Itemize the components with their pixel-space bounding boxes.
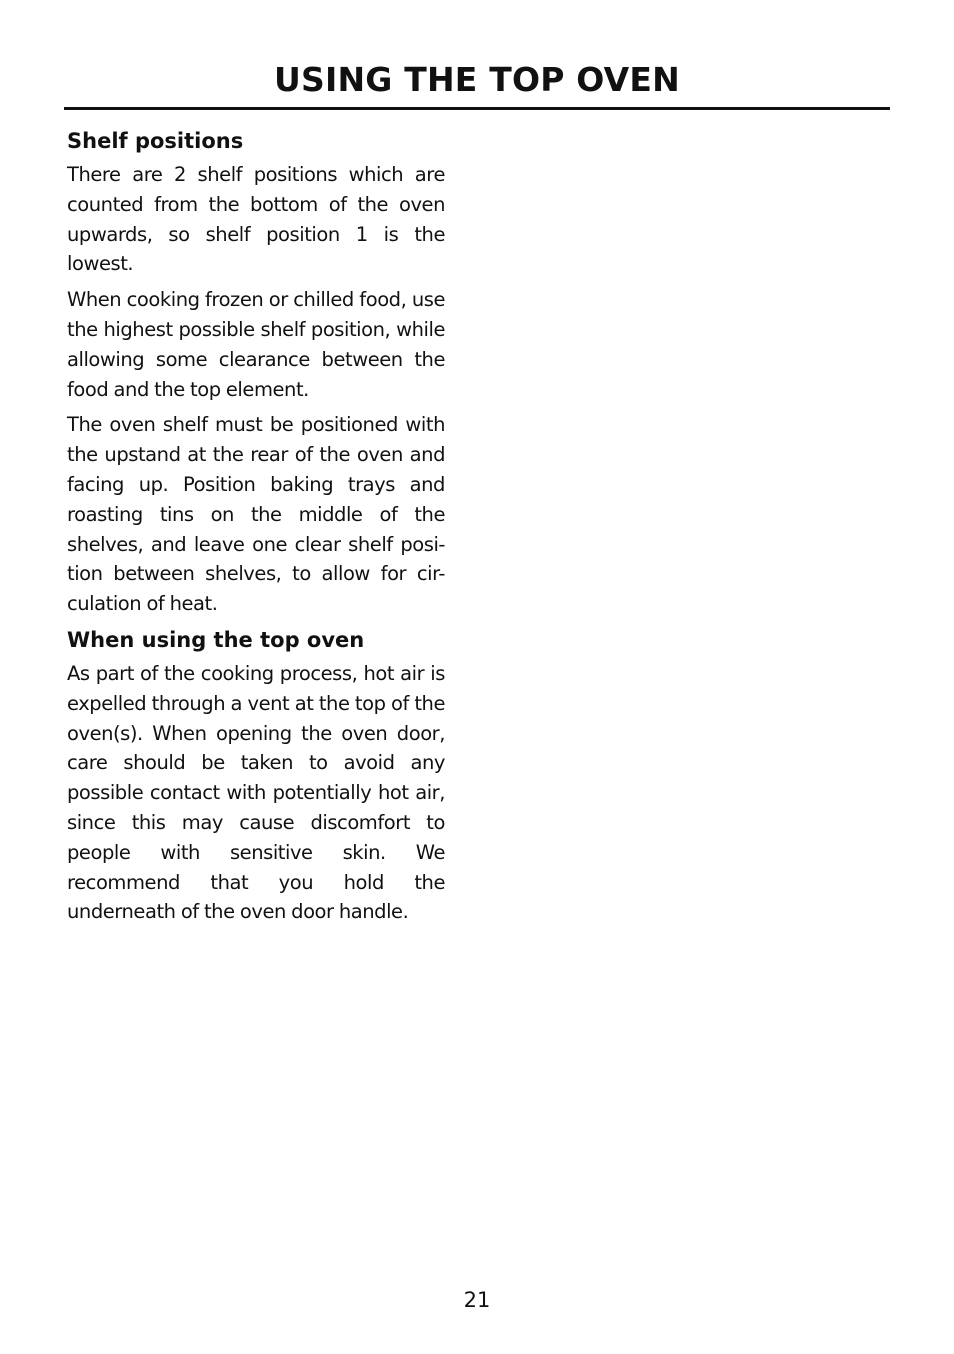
paragraph-hot-air-warning: As part of the cooking process, hot air is expelled through a vent at the top of the oven(s). When opening the oven door, care should be taken to avoid any possible contact with potentially hot air, since this may cause discomfort to people with sensitive skin. We recommend that you hold the underneath of the oven door handle. [67, 661, 445, 924]
section-heading-shelf-positions: Shelf positions [67, 129, 244, 153]
paragraph-frozen-food: When cooking frozen or chilled food, use the highest possible shelf position, while allowing some clearance between the food and the top element. [67, 288, 445, 401]
page-title: USING THE TOP OVEN [274, 60, 680, 99]
content-column [67, 124, 445, 933]
page-number: 21 [463, 1288, 491, 1312]
title-divider [64, 107, 890, 110]
paragraph-shelf-count: There are 2 shelf positions which are counted from the bottom of the oven upwards, so shelf position 1 is the lowest. [67, 163, 445, 276]
paragraph-shelf-placement: The oven shelf must be positioned with the upstand at the rear of the oven and facing up. Position baking trays and roasting tins on the middle of the shelves, and leave one clear shelf posi-tion between shelves, to allow for cir-culation of heat. [67, 413, 445, 616]
section-heading-using-top-oven: When using the top oven [67, 627, 365, 652]
